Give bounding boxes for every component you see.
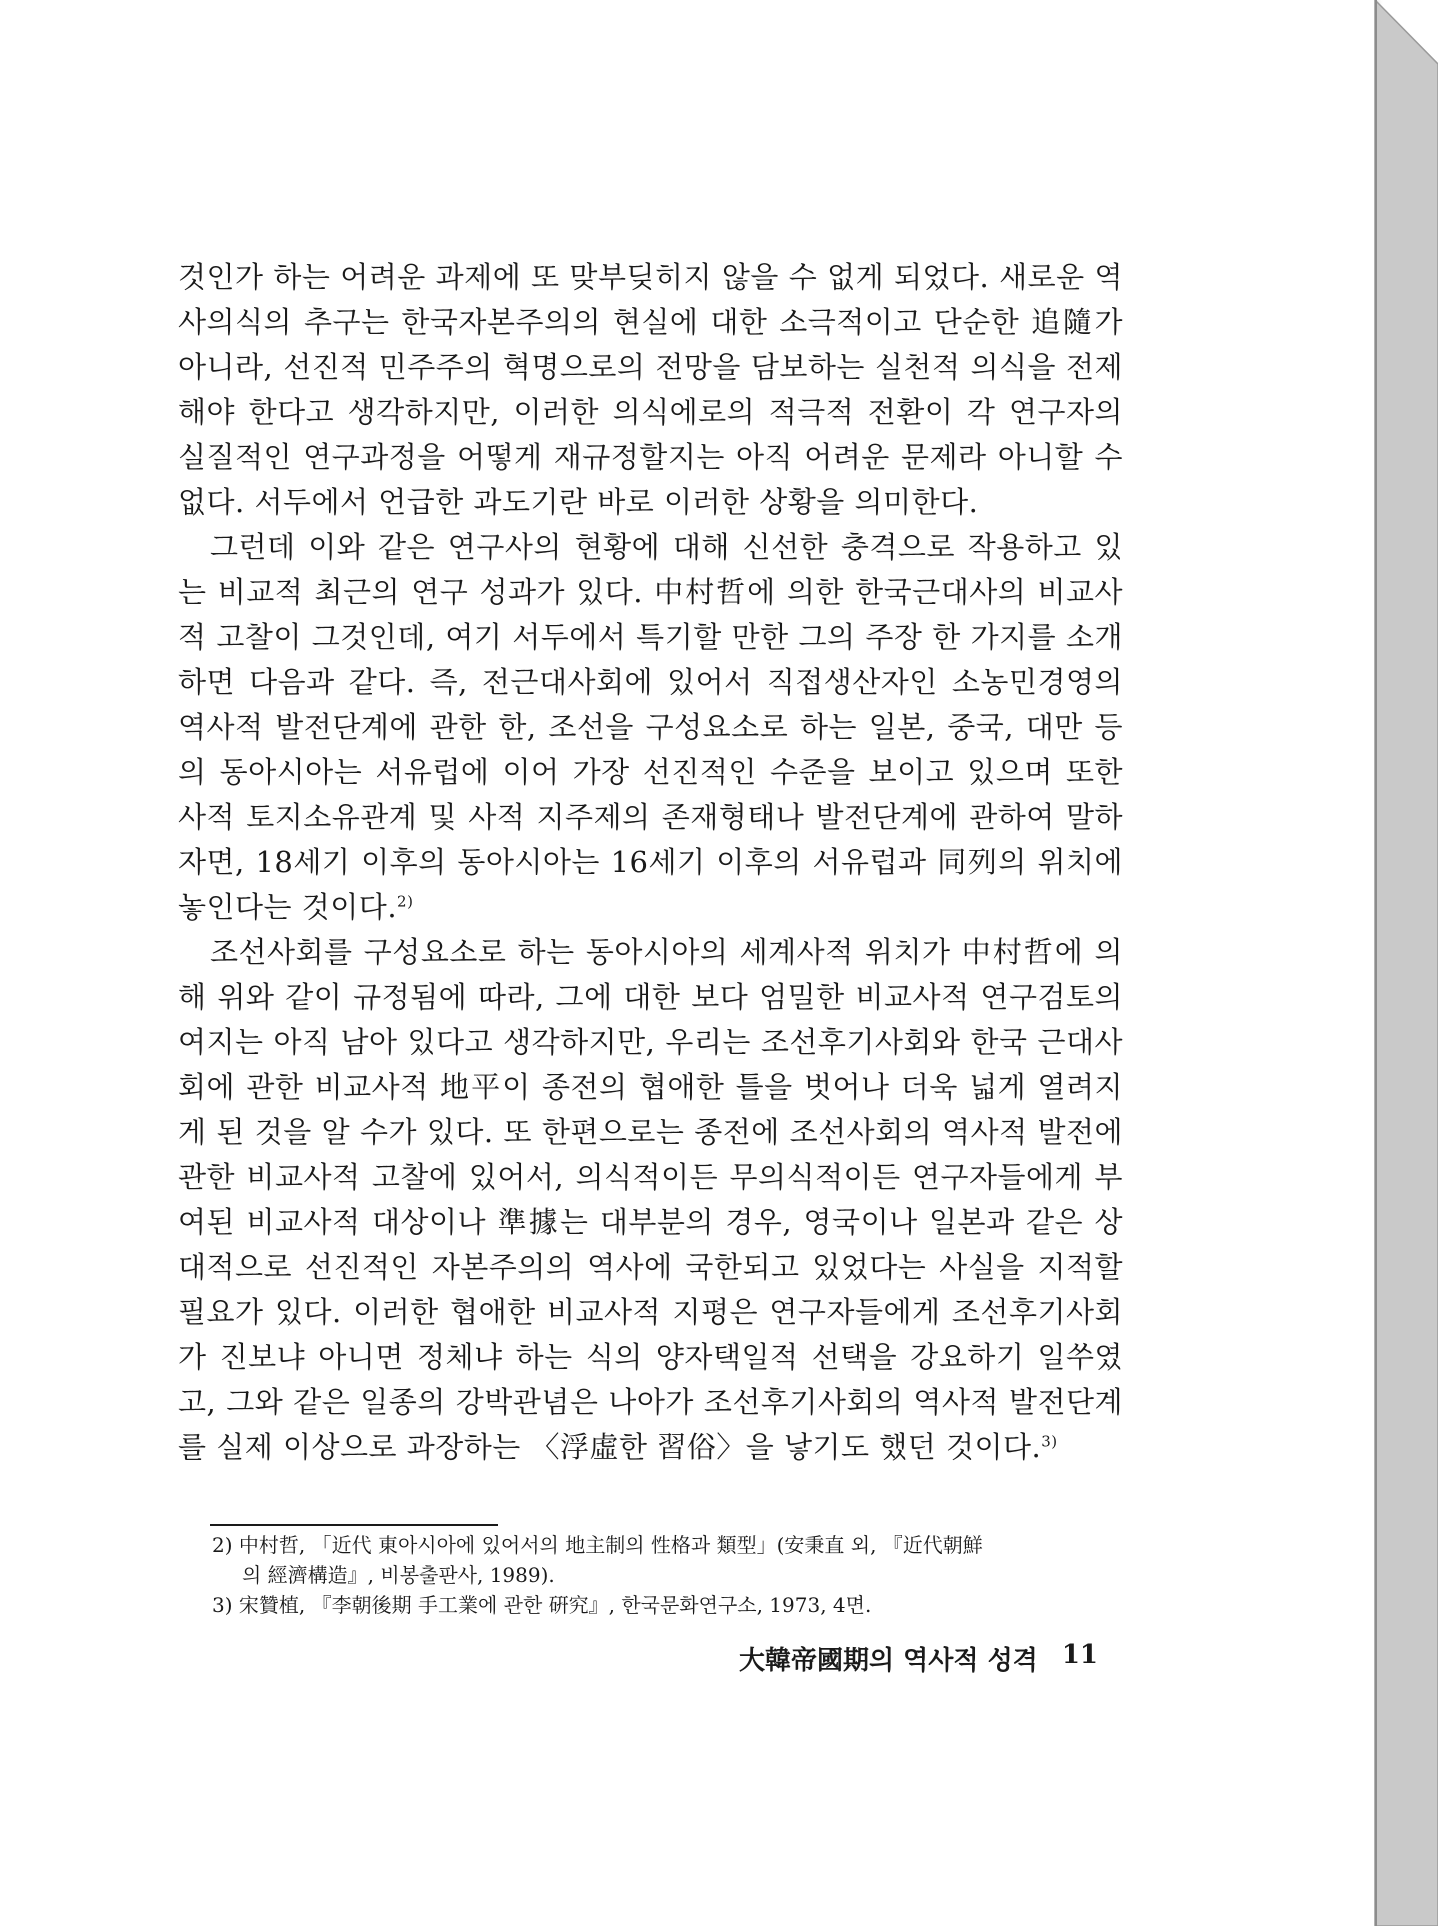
footnote-ref-3[interactable]: 3) bbox=[1041, 1432, 1058, 1451]
page-number: 11 bbox=[1061, 1640, 1098, 1670]
paragraph-2-text: 그런데 이와 같은 연구사의 현황에 대해 신선한 충격으로 작용하고 있는 비교적 최근의 연구 성과가 있다. 中村哲에 의한 한국근대사의 비교사적 고찰이 그것인데, 여기 서두에서 특기할 만한 그의 주장 한 가지를 소개하면 다음과 같다. 즉, 전근대사회에 있어서 직접생산자인 소농민경영의 역사적 발전단계에 관한 한, 조선을 구성요소로 하는 일본, 중국, 대만 등의 동아시아는 서유럽에 이어 가장 선진적인 수준을 보이고 있으며 또한 사적 토지소유관계 및 사적 지주제의 존재형태나 발전단계에 관하여 말하자면, 18세기 이후의 동아시아는 16세기 이후의 서유럽과 同列의 위치에 놓인다는 것이다. bbox=[178, 530, 1123, 924]
footnote-2-line-1: 2) 中村哲, 「近代 東아시아에 있어서의 地主制의 性格과 類型」(安秉直 외, 『近代朝鮮 bbox=[212, 1533, 983, 1557]
paragraph-1 bbox=[178, 255, 1123, 525]
footnote-3-line-1: 3) 宋贊植, 『李朝後期 手工業에 관한 硏究』, 한국문화연구소, 1973, 4면. bbox=[212, 1593, 872, 1617]
footnote-3 bbox=[212, 1590, 1112, 1620]
footnote-2 bbox=[212, 1530, 1112, 1560]
paragraph-2 bbox=[178, 525, 1123, 930]
body-text bbox=[178, 255, 1123, 1470]
footnote-2-line-2: 의 經濟構造』, 비봉출판사, 1989). bbox=[242, 1563, 555, 1587]
footnotes bbox=[212, 1530, 1112, 1620]
paragraph-3-text: 조선사회를 구성요소로 하는 동아시아의 세계사적 위치가 中村哲에 의해 위와 같이 규정됨에 따라, 그에 대한 보다 엄밀한 비교사적 연구검토의 여지는 아직 남아 있다고 생각하지만, 우리는 조선후기사회와 한국 근대사회에 관한 비교사적 地平이 종전의 협애한 틀을 벗어나 더욱 넓게 열려지게 된 것을 알 수가 있다. 또 한편으로는 종전에 조선사회의 역사적 발전에 관한 비교사적 고찰에 있어서, 의식적이든 무의식적이든 연구자들에게 부여된 비교사적 대상이나 準據는 대부분의 경우, 영국이나 일본과 같은 상대적으로 선진적인 자본주의의 역사에 국한되고 있었다는 사실을 지적할 필요가 있다. 이러한 협애한 비교사적 지평은 연구자들에게 조선후기사회가 진보냐 아니면 정체냐 하는 식의 양자택일적 선택을 강요하기 일쑤였고, 그와 같은 일종의 강박관념은 나아가 조선후기사회의 역사적 발전단계를 실제 이상으로 과장하는 〈浮虛한 習俗〉을 낳기도 했던 것이다. bbox=[178, 935, 1123, 1464]
footnote-ref-2[interactable]: 2) bbox=[397, 892, 414, 911]
footnote-2-continued bbox=[212, 1560, 1112, 1590]
paragraph-3 bbox=[178, 930, 1123, 1470]
running-footer-title: 大韓帝國期의 역사적 성격 bbox=[739, 1646, 1038, 1676]
running-footer bbox=[728, 1640, 1098, 1677]
paragraph-1-text: 것인가 하는 어려운 과제에 또 맞부딪히지 않을 수 없게 되었다. 새로운 역사의식의 추구는 한국자본주의의 현실에 대한 소극적이고 단순한 追隨가 아니라, 선진적 민주주의 혁명으로의 전망을 담보하는 실천적 의식을 전제해야 한다고 생각하지만, 이러한 의식에로의 적극적 전환이 각 연구자의 실질적인 연구과정을 어떻게 재규정할지는 아직 어려운 문제라 아니할 수 없다. 서두에서 언급한 과도기란 바로 이러한 상황을 의미한다. bbox=[178, 260, 1123, 519]
footnote-separator bbox=[210, 1524, 498, 1526]
